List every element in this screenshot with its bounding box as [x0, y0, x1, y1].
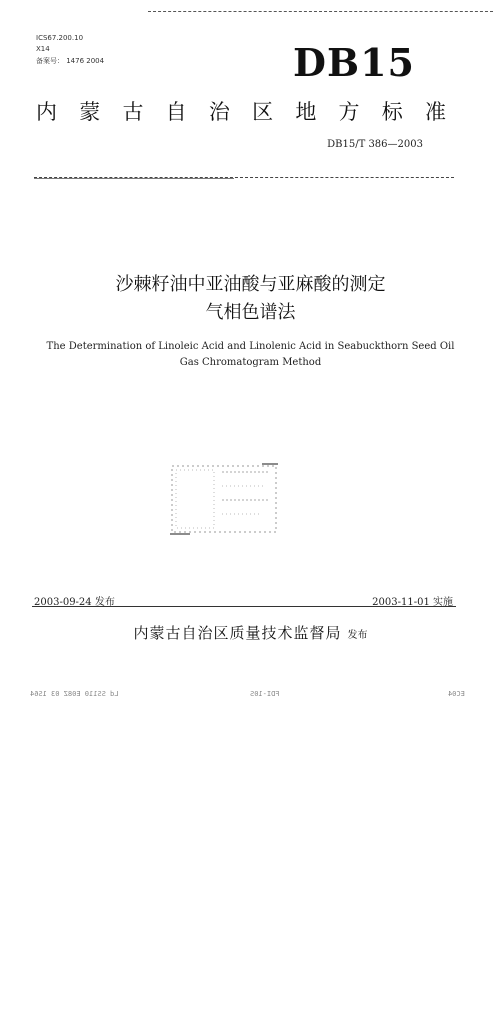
ics-code: ICS67.200.10: [36, 34, 84, 42]
standard-title-char: 古: [122, 100, 144, 124]
cn-title-line2: 气相色谱法: [205, 302, 296, 323]
standard-title-char: 自: [165, 100, 187, 124]
standard-number: DB15/T 386—2003: [327, 139, 423, 150]
record-number: 备案号： 1476 2004: [36, 57, 105, 65]
standard-title-char: 区: [252, 100, 274, 124]
standard-title-char: 准: [424, 100, 446, 124]
header-divider-solid: [34, 178, 234, 179]
en-title-line2: Gas Chromatogram Method: [179, 357, 322, 368]
standard-title: [36, 96, 446, 126]
standard-title-char: 地: [295, 100, 317, 124]
issuer: [0, 622, 501, 643]
standard-title-char: 标: [381, 100, 403, 124]
cn-title-line1: 沙棘籽油中亚油酸与亚麻酸的测定: [115, 274, 386, 295]
date-divider: [32, 606, 456, 607]
class-code: X14: [36, 45, 50, 53]
bleed-through-left: Ld SS110 E08Z 03 1S64: [30, 690, 119, 698]
standard-title-char: 内: [36, 100, 57, 124]
standard-title-char: 方: [338, 100, 360, 124]
issue-date: 2003-09-24 发布: [34, 597, 115, 608]
db-code: DB15: [293, 40, 415, 85]
bleed-through-middle: FDI-10S: [250, 690, 280, 698]
issuer-suffix: 发布: [347, 630, 368, 641]
standard-title-char: 治: [208, 100, 230, 124]
bleed-through-right: EC04: [448, 690, 465, 698]
top-dashed-rule: [148, 11, 493, 12]
stamp-mark: [166, 462, 282, 537]
standard-title-char: 蒙: [79, 100, 101, 124]
issuer-name: 内蒙古自治区质量技术监督局: [133, 624, 342, 642]
effective-date: 2003-11-01 实施: [372, 597, 453, 608]
en-title-line1: The Determination of Linoleic Acid and Linolenic Acid in Seabuckthorn Seed Oil: [46, 341, 455, 352]
